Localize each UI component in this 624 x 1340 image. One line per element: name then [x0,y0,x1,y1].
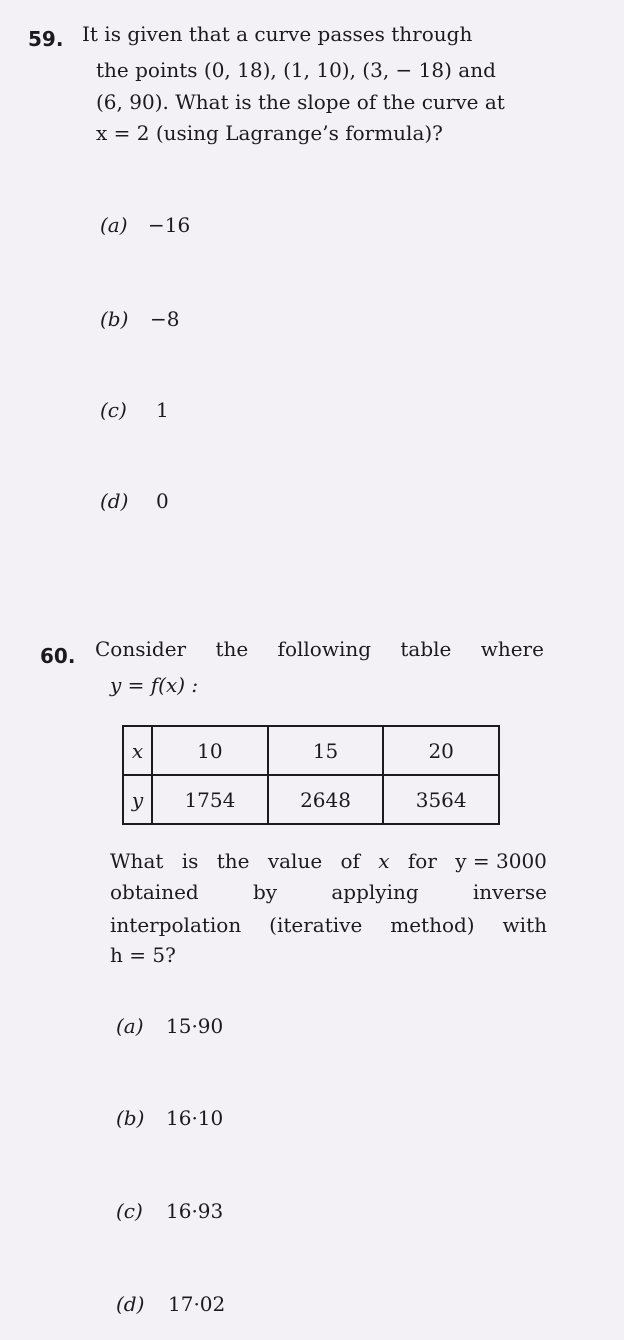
data-table [122,725,500,825]
q60-intro-word: the [215,637,249,661]
q60-word: inverse [472,880,547,904]
q60-word: obtained [110,880,199,904]
table-cell: x [123,726,152,775]
table-cell: y [123,775,152,824]
q60-question-line-3 [110,913,547,937]
q60-word: value [267,849,323,873]
q60-question-line-4: h = 5? [110,943,176,967]
q60-question-line-1 [110,849,547,873]
q59-text-line-1: It is given that a curve passes through [82,22,473,46]
q60-word: for [407,849,437,873]
q60-option-b-value: 16·10 [166,1106,224,1130]
table-cell: 1754 [152,775,268,824]
q59-option-c-label: (c) [100,398,127,422]
q60-question-line-2 [110,880,547,904]
q60-option-c-label: (c) [116,1199,143,1223]
table-cell: 20 [383,726,499,775]
q60-word: of [340,849,360,873]
table-cell: 10 [152,726,268,775]
q59-option-a-value: −16 [148,213,191,237]
q59-option-c-value: 1 [156,398,169,422]
q60-word: with [502,913,547,937]
q60-word: x [378,849,390,873]
q60-intro-word: following [277,637,372,661]
q60-word: is [181,849,199,873]
q60-option-a-label: (a) [116,1014,144,1038]
q59-option-b-label: (b) [100,307,129,331]
table-cell: 3564 [383,775,499,824]
q60-word: by [252,880,278,904]
q59-text-line-3: (6, 90). What is the slope of the curve at [96,90,505,114]
q60-word: method) [390,913,475,937]
q60-intro-word: table [400,637,452,661]
q60-option-d-label: (d) [116,1292,145,1316]
q60-intro-word: where [480,637,544,661]
q60-intro-word: Consider [95,637,187,661]
q60-option-c-value: 16·93 [166,1199,224,1223]
table-cell: 15 [268,726,384,775]
q59-option-d-label: (d) [100,489,129,513]
table-cell: 2648 [268,775,384,824]
q59-option-d-value: 0 [156,489,169,513]
q60-option-d-value: 17·02 [168,1292,226,1316]
q60-word: applying [331,880,419,904]
question-number-59: 59. [28,27,64,51]
table-row [123,775,499,824]
q59-text-line-4: x = 2 (using Lagrange’s formula)? [96,121,443,145]
q60-word: y = 3000 [455,849,547,873]
q60-word: the [216,849,250,873]
table-row [123,726,499,775]
q60-word: What [110,849,164,873]
q60-word: interpolation [110,913,242,937]
q60-function-line: y = f(x) : [110,673,199,697]
question-number-60: 60. [40,644,76,668]
q59-option-b-value: −8 [150,307,180,331]
q59-text-line-2: the points (0, 18), (1, 10), (3, − 18) and [96,58,496,82]
q59-option-a-label: (a) [100,213,128,237]
q60-option-b-label: (b) [116,1106,145,1130]
q60-word: (iterative [269,913,363,937]
q60-option-a-value: 15·90 [166,1014,224,1038]
q60-intro-line [95,637,544,661]
